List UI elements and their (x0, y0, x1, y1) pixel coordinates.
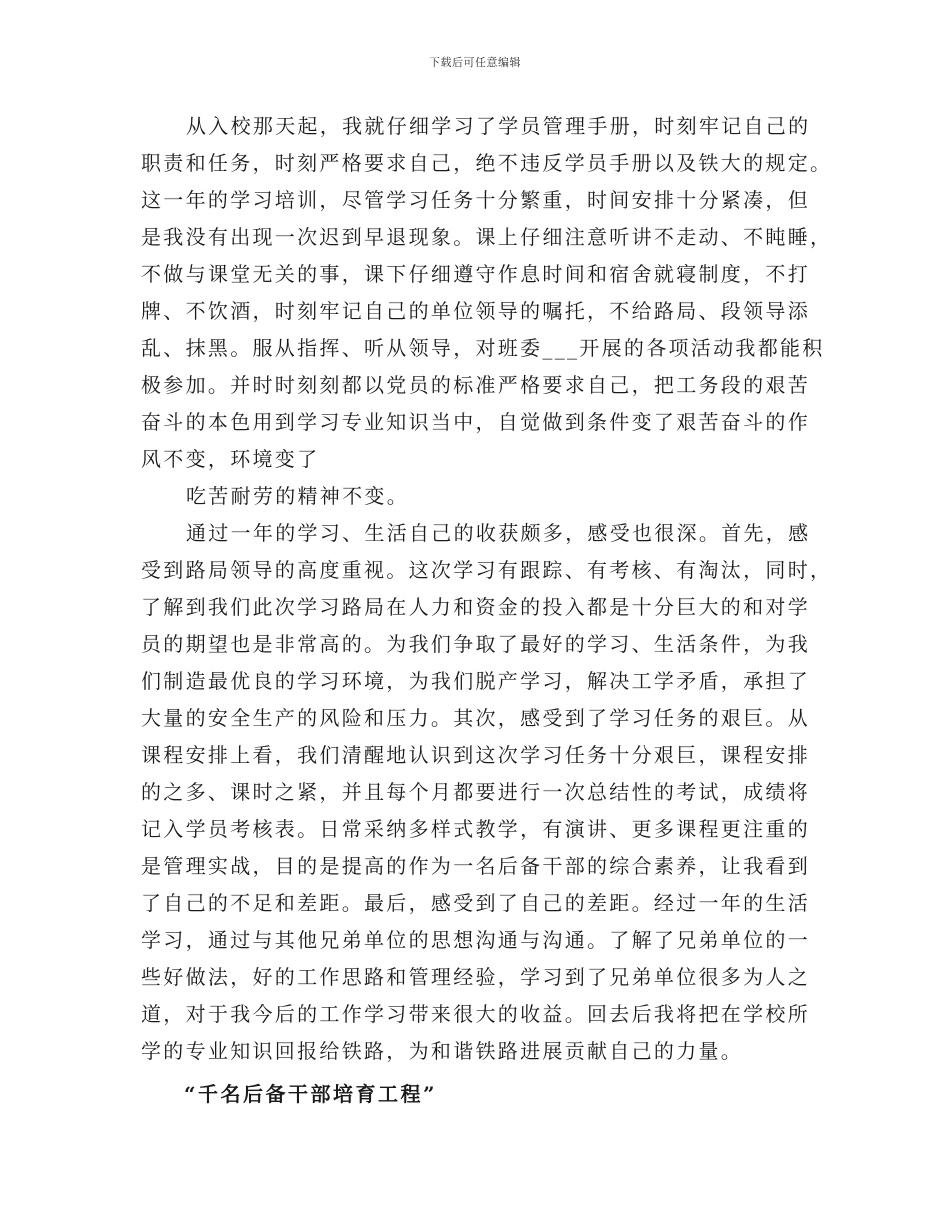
paragraph-line: 吃苦耐劳的精神不变。 (186, 484, 409, 508)
paragraph-line: 学习，通过与其他兄弟单位的思想沟通与沟通。了解了兄弟单位的一 (141, 928, 810, 952)
paragraph-line: 记入学员考核表。日常采纳多样式教学，有演讲、更多课程更注重的 (141, 817, 810, 841)
paragraph-line: 学的专业知识回报给铁路，为和谐铁路进展贡献自己的力量。 (141, 1039, 744, 1063)
paragraph-line: 大量的安全生产的风险和压力。其次，感受到了学习任务的艰巨。从 (141, 706, 810, 730)
paragraph-line: 通过一年的学习、生活自己的收获颇多，感受也很深。首先，感 (186, 521, 811, 545)
paragraph-line: 风不变，环境变了 (141, 447, 320, 471)
paragraph-line: 课程安排上看，我们清醒地认识到这次学习任务十分艰巨，课程安排 (141, 743, 810, 767)
paragraph-line: 奋斗的本色用到学习专业知识当中，自觉做到条件变了艰苦奋斗的作 (141, 410, 810, 434)
paragraph-line: 的之多、课时之紧，并且每个月都要进行一次总结性的考试，成绩将 (141, 780, 810, 804)
paragraph-line: 极参加。并时时刻刻都以党员的标准严格要求自己，把工务段的艰苦 (141, 373, 810, 397)
paragraph-line: 是管理实战，目的是提高的作为一名后备干部的综合素养，让我看到 (141, 854, 810, 878)
paragraph-line: 牌、不饮酒，时刻牢记自己的单位领导的嘱托，不给路局、段领导添 (141, 299, 810, 323)
paragraph-line: 些好做法，好的工作思路和管理经验，学习到了兄弟单位很多为人之 (141, 965, 810, 989)
paragraph-line: 职责和任务，时刻严格要求自己，绝不违反学员手册以及铁大的规定。 (141, 151, 833, 175)
paragraph-line: 受到路局领导的高度重视。这次学习有跟踪、有考核、有淘汰，同时， (141, 558, 833, 582)
page-header: 下载后可任意编辑 (429, 56, 521, 69)
paragraph-line: 乱、抹黑。服从指挥、听从领导，对班委___开展的各项活动我都能积 (141, 336, 825, 360)
paragraph-line: 员的期望也是非常高的。为我们争取了最好的学习、生活条件，为我 (141, 632, 810, 656)
paragraph-line: 了自己的不足和差距。最后，感受到了自己的差距。经过一年的生活 (141, 891, 810, 915)
paragraph-line: 是我没有出现一次迟到早退现象。课上仔细注意听讲不走动、不盹睡， (141, 225, 833, 249)
paragraph-line: 们制造最优良的学习环境，为我们脱产学习，解决工学矛盾，承担了 (141, 669, 810, 693)
paragraph-line: 从入校那天起，我就仔细学习了学员管理手册，时刻牢记自己的 (186, 114, 811, 138)
paragraph-line: 道，对于我今后的工作学习带来很大的收益。回去后我将把在学校所 (141, 1002, 810, 1026)
paragraph-line: 不做与课堂无关的事，课下仔细遵守作息时间和宿舍就寝制度，不打 (141, 262, 810, 286)
paragraph-line: 了解到我们此次学习路局在人力和资金的投入都是十分巨大的和对学 (141, 595, 810, 619)
section-title: “千名后备干部培育工程” (184, 1082, 438, 1106)
paragraph-line: 这一年的学习培训，尽管学习任务十分繁重，时间安排十分紧凑，但 (141, 188, 810, 212)
